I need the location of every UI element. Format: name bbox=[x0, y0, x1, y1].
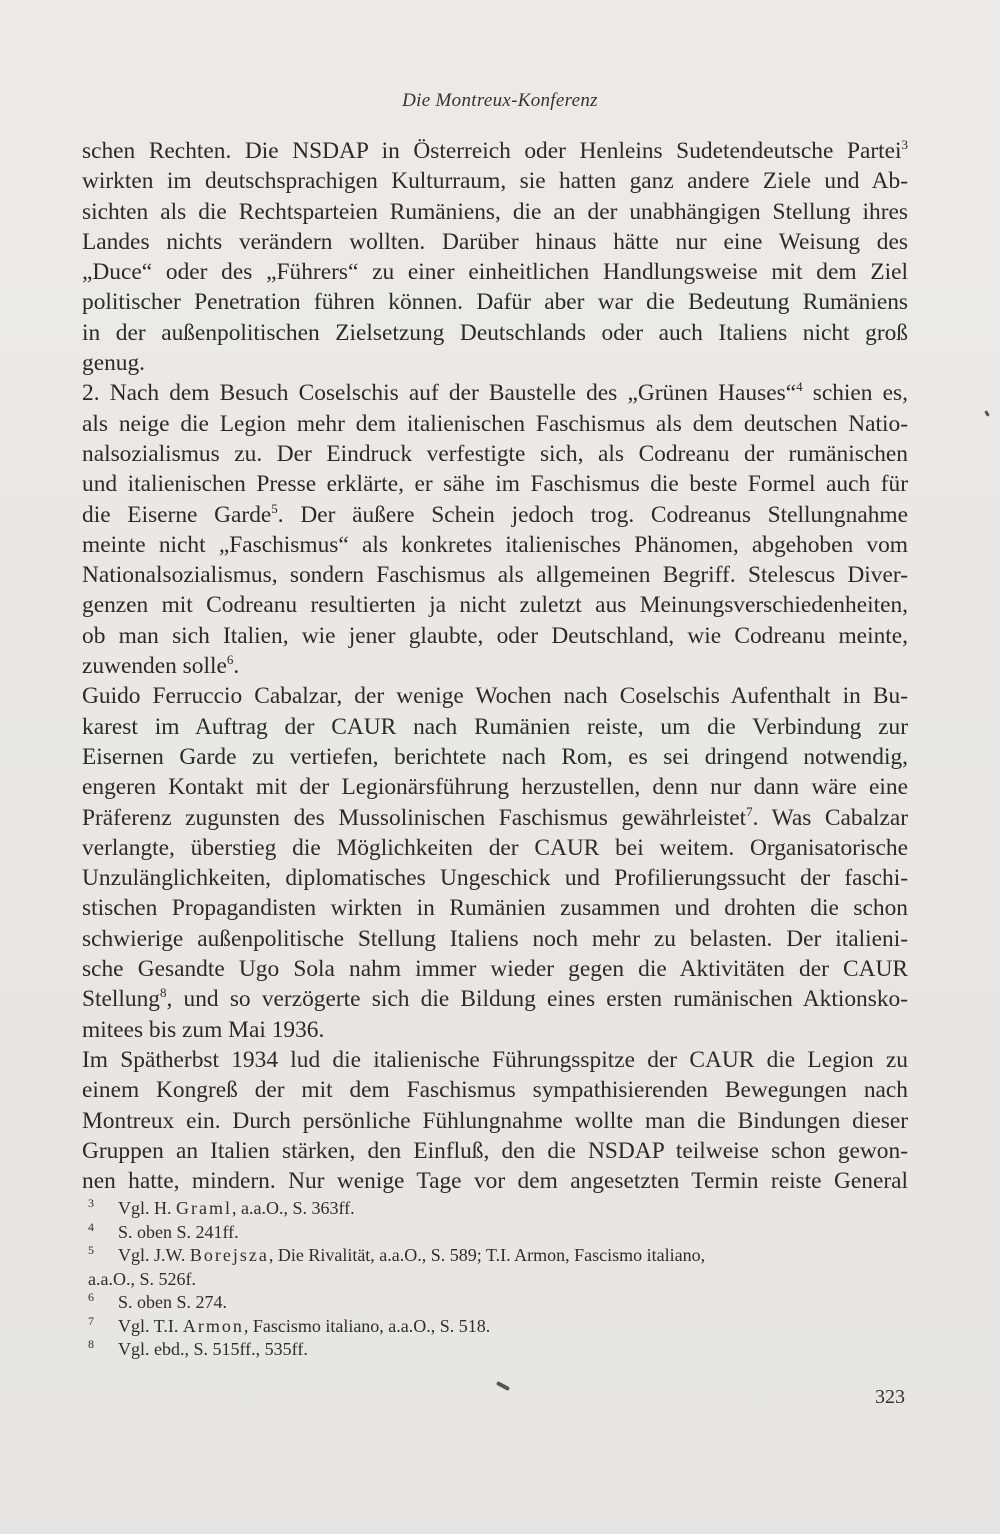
text-line bbox=[82, 136, 908, 166]
line-text-after: . Was Cabalzar bbox=[752, 804, 909, 831]
footnote-ref: 5 bbox=[271, 500, 278, 516]
footnote-text: Vgl. T.I. bbox=[118, 1315, 183, 1336]
footnote: 4 S. oben S. 241ff. bbox=[88, 1219, 239, 1242]
line-text: Stellung bbox=[82, 986, 160, 1013]
line-text-after: . bbox=[233, 653, 240, 680]
body-text bbox=[82, 136, 908, 1196]
footnote-text: Vgl. ebd., S. 515ff., 535ff. bbox=[118, 1339, 308, 1359]
text-line bbox=[82, 318, 908, 348]
line-text: karest im Auftrag der CAUR nach Rumänien reiste, um die Verbindung zur bbox=[82, 713, 908, 740]
line-text: sichten als die Rechtsparteien Rumäniens, die an der unabhängigen Stellung ihres bbox=[82, 198, 908, 225]
line-text: Eisernen Garde zu vertiefen, berichtete nach Rom, es sei dringend notwendig, bbox=[82, 743, 908, 770]
footnote-text: , a.a.O., S. 363ff. bbox=[231, 1198, 355, 1218]
text-line bbox=[82, 469, 908, 499]
footnote-text: , Fascismo italiano, a.a.O., S. 518. bbox=[243, 1315, 491, 1336]
line-text-after: schien es, bbox=[802, 380, 908, 407]
text-line bbox=[82, 439, 908, 469]
line-text: und italienischen Presse erklärte, er sähe im Faschismus die beste Formel auch für bbox=[82, 471, 908, 498]
text-line bbox=[82, 893, 908, 923]
text-line bbox=[82, 984, 908, 1014]
text-line bbox=[82, 227, 908, 257]
scan-speck bbox=[496, 1381, 510, 1391]
line-text: Unzulänglichkeiten, diplomatisches Ungeschick und Profilierungssucht der faschi- bbox=[82, 865, 908, 892]
line-text: mitees bis zum Mai 1936. bbox=[82, 1016, 325, 1043]
text-line bbox=[82, 257, 908, 287]
line-text: einem Kongreß der mit dem Faschismus sympathisierenden Bewegungen nach bbox=[82, 1077, 908, 1104]
text-line bbox=[82, 1166, 908, 1196]
line-text: stischen Propagandisten wirkten in Rumänien zusammen und drohten die schon bbox=[82, 895, 908, 922]
text-line bbox=[82, 560, 908, 590]
text-line bbox=[82, 530, 908, 560]
text-line bbox=[82, 833, 908, 863]
text-line bbox=[82, 712, 908, 742]
text-line bbox=[82, 1075, 908, 1105]
text-line bbox=[82, 954, 908, 984]
text-line bbox=[82, 1106, 908, 1136]
line-text: engeren Kontakt mit der Legionärsführung herzustellen, denn nur dann wäre eine bbox=[82, 774, 908, 801]
line-text: nalsozialismus zu. Der Eindruck verfestigte sich, als Codreanu der rumänischen bbox=[82, 440, 908, 467]
footnotes bbox=[88, 1197, 908, 1362]
line-text: Im Spätherbst 1934 lud die italienische Führungsspitze der CAUR die Legion zu bbox=[82, 1046, 908, 1073]
line-text: Landes nichts verändern wollten. Darüber hinaus hätte nur eine Weisung des bbox=[82, 228, 908, 255]
line-text: genug. bbox=[82, 350, 146, 377]
footnote-ref: 3 bbox=[901, 137, 908, 153]
running-head: Die Montreux-Konferenz bbox=[402, 90, 598, 111]
footnote: 3 Vgl. H. Graml, a.a.O., S. 363ff. bbox=[88, 1196, 355, 1218]
text-line bbox=[82, 500, 908, 530]
text-line bbox=[82, 651, 908, 681]
line-text: sche Gesandte Ugo Sola nahm immer wieder gegen die Aktivitäten der CAUR bbox=[82, 956, 908, 983]
footnote-text: S. oben S. 274. bbox=[118, 1292, 228, 1312]
line-text: Präferenz zugunsten des Mussolinischen Faschismus gewährleistet bbox=[82, 804, 747, 831]
footnote-ref: 6 bbox=[226, 652, 234, 668]
footnote-author: Armon bbox=[182, 1315, 244, 1336]
footnote: 7 Vgl. T.I. Armon, Fascismo italiano, a.a.O., S. 518. bbox=[88, 1313, 491, 1336]
line-text: „Duce“ oder des „Führers“ zu einer einheitlichen Handlungsweise mit dem Ziel bbox=[82, 259, 908, 286]
footnote-continuation: a.a.O., S. 526f. bbox=[88, 1268, 196, 1289]
text-line bbox=[82, 1045, 908, 1075]
line-text: als neige die Legion mehr dem italienischen Faschismus als dem deutschen Natio- bbox=[82, 410, 908, 437]
line-text: Montreux ein. Durch persönliche Fühlungnahme wollte man die Bindungen dieser bbox=[82, 1107, 908, 1134]
text-line bbox=[82, 742, 908, 772]
text-line bbox=[82, 378, 908, 408]
line-text: zuwenden solle bbox=[82, 653, 227, 680]
footnote: 8 Vgl. ebd., S. 515ff., 535ff. bbox=[88, 1337, 308, 1359]
scan-speck bbox=[984, 410, 990, 417]
footnote-ref: 7 bbox=[746, 803, 753, 819]
line-text-after: , und so verzögerte sich die Bildung eines ersten rumänischen Aktionsko- bbox=[166, 986, 908, 1013]
text-line bbox=[82, 1136, 908, 1166]
line-text: politischer Penetration führen können. Dafür aber war die Bedeutung Rumäniens bbox=[82, 289, 908, 316]
line-text: Gruppen an Italien stärken, den Einfluß, den die NSDAP teilweise schon gewon- bbox=[82, 1137, 908, 1164]
footnote: 6 S. oben S. 274. bbox=[88, 1290, 228, 1312]
footnote-text: Vgl. H. bbox=[118, 1198, 176, 1218]
text-line bbox=[82, 1015, 908, 1045]
line-text: 2. Nach dem Besuch Coselschis auf der Baustelle des „Grünen Hauses“ bbox=[82, 380, 797, 407]
footnote-text: Vgl. J.W. bbox=[118, 1245, 190, 1265]
text-line bbox=[82, 287, 908, 317]
footnote-author: Graml bbox=[176, 1198, 232, 1218]
line-text: die Eiserne Garde bbox=[82, 501, 272, 528]
line-text: schwierige außenpolitische Stellung Italiens noch mehr zu belasten. Der italieni- bbox=[82, 925, 908, 952]
text-line bbox=[82, 409, 908, 439]
text-line bbox=[82, 681, 908, 711]
line-text: meinte nicht „Faschismus“ als konkretes italienisches Phänomen, abgehoben vom bbox=[82, 531, 908, 558]
text-line bbox=[82, 166, 908, 196]
line-text: schen Rechten. Die NSDAP in Österreich oder Henleins Sudetendeutsche Partei bbox=[82, 138, 902, 164]
footnote-ref: 8 bbox=[159, 985, 167, 1001]
footnote-author: Borejsza bbox=[189, 1245, 269, 1265]
text-line bbox=[82, 621, 908, 651]
footnote-text: , Die Rivalität, a.a.O., S. 589; T.I. Armon, Fascismo italiano, bbox=[268, 1245, 706, 1265]
line-text: wirkten im deutschsprachigen Kulturraum, sie hatten ganz andere Ziele und Ab- bbox=[82, 168, 908, 195]
text-line bbox=[82, 924, 908, 954]
page-number: 323 bbox=[875, 1386, 905, 1408]
text-line bbox=[82, 803, 908, 833]
line-text: in der außenpolitischen Zielsetzung Deutschlands oder auch Italiens nicht groß bbox=[82, 319, 908, 346]
footnote-text: S. oben S. 241ff. bbox=[118, 1221, 239, 1242]
footnote-ref: 4 bbox=[796, 379, 803, 395]
text-line bbox=[82, 863, 908, 893]
line-text: genzen mit Codreanu resultierten ja nicht zuletzt aus Meinungsverschiedenheiten, bbox=[82, 592, 908, 619]
text-line bbox=[82, 590, 908, 620]
line-text: Guido Ferruccio Cabalzar, der wenige Wochen nach Coselschis Aufenthalt in Bu- bbox=[82, 683, 908, 710]
text-line bbox=[82, 197, 908, 227]
line-text: ob man sich Italien, wie jener glaubte, oder Deutschland, wie Codreanu meinte, bbox=[82, 622, 908, 649]
text-line bbox=[82, 348, 908, 378]
text-line bbox=[82, 772, 908, 802]
line-text: Nationalsozialismus, sondern Faschismus als allgemeinen Begriff. Stelescus Diver- bbox=[82, 562, 908, 589]
line-text: verlangte, überstieg die Möglichkeiten der CAUR bei weitem. Organisatorische bbox=[82, 834, 908, 861]
line-text-after: . Der äußere Schein jedoch trog. Codreanus Stellungnahme bbox=[277, 501, 908, 528]
line-text: nen hatte, mindern. Nur wenige Tage vor dem angesetzten Termin reiste General bbox=[82, 1168, 908, 1195]
footnote: 5 Vgl. J.W. Borejsza, Die Rivalität, a.a.O., S. 589; T.I. Armon, Fascismo italiano, bbox=[88, 1243, 706, 1265]
